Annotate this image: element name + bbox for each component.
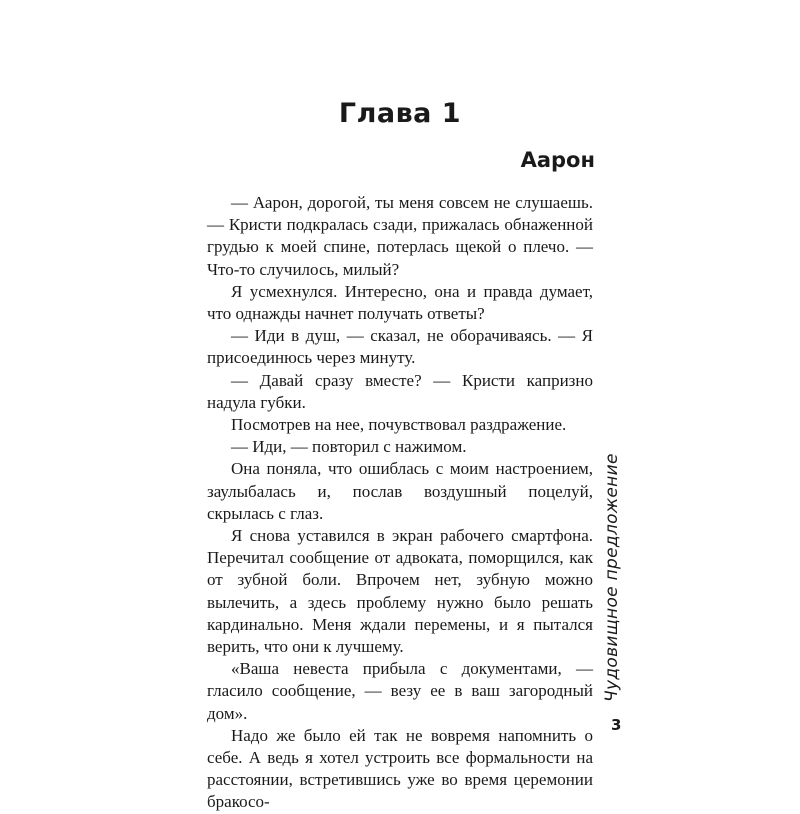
pov-character-name: Аарон xyxy=(520,148,595,172)
body-text xyxy=(207,192,593,814)
paragraph: Посмотрев на нее, почувствовал раздражение. xyxy=(231,415,567,435)
chapter-title: Глава 1 xyxy=(338,98,462,129)
paragraph: «Ваша невеста прибыла с документами, — гласило сообщение, — везу ее в ваш загородный дом». xyxy=(207,659,593,723)
running-title: Чудовищное предложение xyxy=(602,453,622,702)
paragraph: — Иди, — повторил с нажимом. xyxy=(231,437,467,457)
paragraph: Она поняла, что ошиблась с моим настроением, заулыбалась и, послав воздушный поцелуй, скрылась с глаз. xyxy=(207,459,593,523)
paragraph: — Иди в душ, — сказал, не оборачиваясь. — Я присоединюсь через минуту. xyxy=(207,326,593,368)
paragraph: Я усмехнулся. Интересно, она и правда думает, что однажды начнет получать ответы? xyxy=(207,281,593,324)
paragraph: Я снова уставился в экран рабочего смартфона. Перечитал сообщение от адвоката, поморщился, как от зубной боли. Впрочем нет, зубную можно вылечить, а здесь проблему нужно было решать кардинально. Меня ждали перемены, и я пытался верить, что они к лучшему. xyxy=(207,526,593,657)
paragraph: — Аарон, дорогой, ты меня совсем не слушаешь. — Кристи подкралась сзади, прижалась обнаженной грудью к моей спине, потерлась щекой о плечо. — Что-то случилось, милый? xyxy=(207,193,593,279)
paragraph: — Давай сразу вместе? — Кристи капризно надула губки. xyxy=(207,370,593,412)
paragraph: Надо же было ей так не вовремя напомнить о себе. А ведь я хотел устроить все формальности на расстоянии, встретившись уже во время церемонии бракосо- xyxy=(207,725,593,812)
page-number: 3 xyxy=(611,716,622,734)
